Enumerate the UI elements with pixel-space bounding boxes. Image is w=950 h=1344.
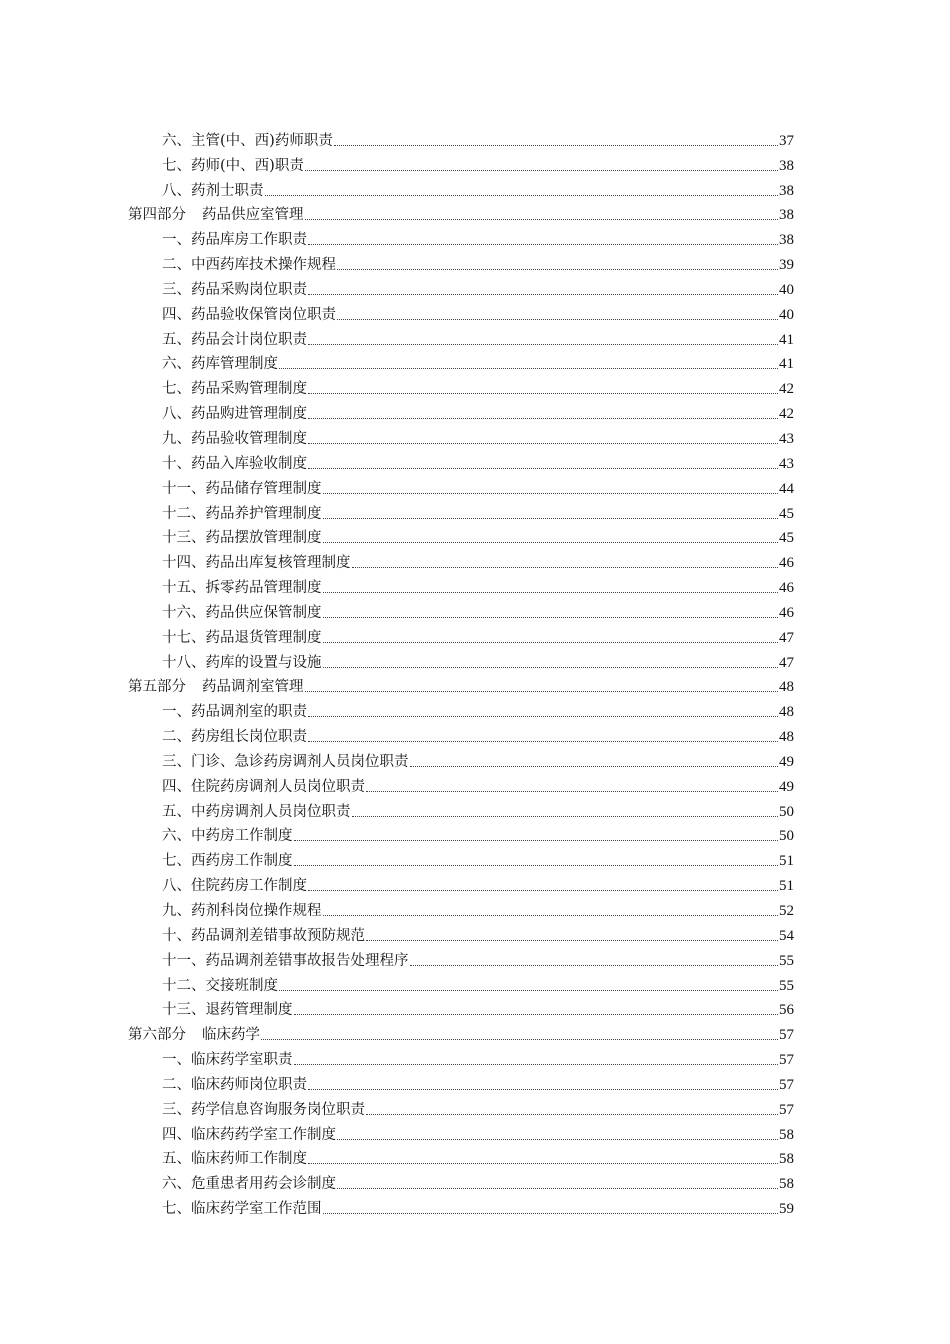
toc-entry[interactable]	[128, 225, 794, 250]
dot-leader	[308, 243, 778, 245]
toc-entry-title: 三、药学信息咨询服务岗位职责	[162, 1101, 365, 1118]
toc-entry[interactable]	[128, 449, 794, 474]
toc-part-heading[interactable]	[128, 1020, 794, 1045]
toc-entry-title: 八、住院药房工作制度	[162, 878, 307, 895]
toc-page-number: 41	[779, 356, 794, 373]
toc-page-number: 45	[779, 505, 794, 522]
toc-page-number: 55	[779, 952, 794, 969]
dot-leader	[305, 690, 779, 692]
toc-entry-title: 十、药品调剂差错事故预防规范	[162, 927, 365, 944]
toc-entry[interactable]	[128, 1169, 794, 1194]
toc-entry-title: 一、药品库房工作职责	[162, 232, 307, 249]
toc-page-number: 50	[779, 828, 794, 845]
dot-leader	[294, 1013, 779, 1015]
toc-entry-title: 十四、药品出库复核管理制度	[162, 555, 351, 572]
toc-entry-title: 十、药品入库验收制度	[162, 455, 307, 472]
toc-entry-title: 六、危重患者用药会诊制度	[162, 1176, 336, 1193]
dot-leader	[308, 442, 778, 444]
toc-entry-title: 七、西药房工作制度	[162, 853, 293, 870]
toc-entry-title: 十五、拆零药品管理制度	[162, 580, 322, 597]
dot-leader	[308, 740, 778, 742]
toc-part-title: 临床药学	[202, 1027, 260, 1044]
dot-leader	[294, 1063, 779, 1065]
dot-leader	[366, 790, 778, 792]
toc-entry-title: 十二、交接班制度	[162, 977, 278, 994]
toc-page-number: 38	[779, 207, 794, 224]
toc-entry[interactable]	[128, 822, 794, 847]
dot-leader	[366, 939, 778, 941]
toc-page-number: 43	[779, 455, 794, 472]
dot-leader	[323, 616, 779, 618]
toc-entry-title: 五、药品会计岗位职责	[162, 331, 307, 348]
toc-entry-title: 十八、药库的设置与设施	[162, 654, 322, 671]
toc-entry-title: 十三、退药管理制度	[162, 1002, 293, 1019]
dot-leader	[337, 318, 778, 320]
toc-entry-title: 五、临床药师工作制度	[162, 1151, 307, 1168]
toc-entry[interactable]	[128, 126, 794, 151]
toc-entry[interactable]	[128, 772, 794, 797]
table-of-contents	[128, 126, 794, 1219]
dot-leader	[308, 293, 778, 295]
toc-entry[interactable]	[128, 722, 794, 747]
toc-entry-title: 四、药品验收保管岗位职责	[162, 306, 336, 323]
toc-entry-title: 十七、药品退货管理制度	[162, 629, 322, 646]
toc-entry[interactable]	[128, 697, 794, 722]
toc-page-number: 38	[779, 232, 794, 249]
toc-entry-title: 十一、药品调剂差错事故报告处理程序	[162, 952, 409, 969]
toc-entry-title: 九、药剂科岗位操作规程	[162, 903, 322, 919]
toc-page-number: 37	[779, 132, 794, 149]
toc-page-number: 39	[779, 257, 794, 274]
toc-entry-title: 四、住院药房调剂人员岗位职责	[162, 778, 365, 795]
toc-page-number: 38	[779, 182, 794, 199]
toc-page-number: 42	[779, 381, 794, 398]
dot-leader	[323, 666, 779, 668]
dot-leader	[323, 541, 779, 543]
dot-leader	[323, 914, 779, 916]
toc-entry[interactable]	[128, 176, 794, 201]
toc-entry-title: 一、临床药学室职责	[162, 1052, 293, 1069]
toc-entry[interactable]	[128, 474, 794, 499]
dot-leader	[308, 1162, 778, 1164]
dot-leader	[334, 144, 778, 146]
toc-entry[interactable]	[128, 996, 794, 1021]
toc-page-number: 59	[779, 1201, 794, 1218]
dot-leader	[337, 268, 778, 270]
dot-leader	[323, 591, 779, 593]
toc-entry[interactable]	[128, 797, 794, 822]
dot-leader	[305, 218, 779, 220]
toc-entry[interactable]	[128, 499, 794, 524]
toc-page-number: 57	[779, 1101, 794, 1118]
toc-page-number: 50	[779, 803, 794, 820]
toc-part-label: 第四部分	[128, 207, 186, 224]
toc-entry-title: 七、药师(中、西)职责	[162, 157, 304, 174]
toc-entry[interactable]	[128, 896, 794, 921]
toc-entry[interactable]	[128, 623, 794, 648]
toc-entry[interactable]	[128, 971, 794, 996]
toc-part-title: 药品调剂室管理	[202, 679, 304, 696]
toc-page-number: 57	[779, 1027, 794, 1044]
toc-entry[interactable]	[128, 325, 794, 350]
toc-entry-title	[128, 677, 304, 697]
toc-entry-title: 六、药库管理制度	[162, 356, 278, 373]
toc-page-number: 52	[779, 903, 794, 919]
toc-entry[interactable]	[128, 1095, 794, 1120]
dot-leader	[279, 367, 778, 369]
toc-entry-title: 九、药品验收管理制度	[162, 430, 307, 447]
toc-page-number: 57	[779, 1076, 794, 1093]
toc-entry-title: 十二、药品养护管理制度	[162, 505, 322, 522]
toc-entry[interactable]	[128, 846, 794, 871]
toc-page-number: 49	[779, 753, 794, 770]
dot-leader	[337, 1187, 778, 1189]
toc-entry[interactable]	[128, 747, 794, 772]
toc-page-number: 49	[779, 778, 794, 795]
dot-leader	[279, 989, 778, 991]
toc-entry-title: 三、门诊、急诊药房调剂人员岗位职责	[162, 753, 409, 770]
toc-entry-title: 二、临床药师岗位职责	[162, 1076, 307, 1093]
toc-page-number: 48	[779, 704, 794, 721]
dot-leader	[308, 715, 778, 717]
toc-page-number: 43	[779, 430, 794, 447]
toc-page-number: 47	[779, 629, 794, 646]
dot-leader	[323, 641, 779, 643]
toc-entry[interactable]	[128, 374, 794, 399]
toc-entry-title: 四、临床药药学室工作制度	[162, 1126, 336, 1143]
toc-entry-title: 一、药品调剂室的职责	[162, 704, 307, 721]
toc-entry[interactable]	[128, 1045, 794, 1070]
toc-entry-title: 二、药房组长岗位职责	[162, 729, 307, 746]
toc-page-number: 55	[779, 977, 794, 994]
dot-leader	[308, 467, 778, 469]
toc-page-number: 54	[779, 927, 794, 944]
toc-page-number: 47	[779, 654, 794, 671]
toc-entry-title: 八、药品购进管理制度	[162, 406, 307, 423]
dot-leader	[352, 566, 779, 568]
dot-leader	[294, 864, 779, 866]
toc-page-number: 44	[779, 480, 794, 497]
dot-leader	[410, 964, 779, 966]
toc-page-number: 57	[779, 1052, 794, 1069]
dot-leader	[366, 1113, 778, 1115]
toc-page-number: 45	[779, 530, 794, 547]
toc-entry-title: 七、药品采购管理制度	[162, 381, 307, 398]
dot-leader	[352, 815, 779, 817]
toc-page-number: 51	[779, 878, 794, 895]
toc-entry-title: 八、药剂士职责	[162, 182, 264, 199]
toc-entry-title: 十一、药品储存管理制度	[162, 480, 322, 497]
dot-leader	[308, 889, 778, 891]
dot-leader	[308, 1088, 778, 1090]
toc-entry[interactable]	[128, 1070, 794, 1095]
dot-leader	[265, 194, 779, 196]
toc-entry[interactable]	[128, 1194, 794, 1219]
toc-entry-title: 十三、药品摆放管理制度	[162, 530, 322, 547]
toc-page-number: 46	[779, 580, 794, 597]
toc-page-number: 40	[779, 306, 794, 323]
toc-entry[interactable]	[128, 921, 794, 946]
toc-entry[interactable]	[128, 871, 794, 896]
toc-entry[interactable]	[128, 399, 794, 424]
toc-entry-title	[128, 1025, 260, 1045]
toc-entry[interactable]	[128, 1120, 794, 1145]
dot-leader	[323, 517, 779, 519]
toc-page-number: 51	[779, 853, 794, 870]
toc-entry[interactable]	[128, 250, 794, 275]
toc-page-number: 41	[779, 331, 794, 348]
toc-entry[interactable]	[128, 350, 794, 375]
toc-entry-title: 二、中西药库技术操作规程	[162, 257, 336, 274]
toc-entry-title: 三、药品采购岗位职责	[162, 281, 307, 298]
toc-entry[interactable]	[128, 946, 794, 971]
toc-page-number: 48	[779, 679, 794, 696]
toc-entry-title: 六、主管(中、西)药师职责	[162, 132, 333, 149]
toc-page-number: 40	[779, 281, 794, 298]
toc-entry[interactable]	[128, 573, 794, 598]
toc-entry[interactable]	[128, 548, 794, 573]
toc-page-number: 42	[779, 406, 794, 423]
toc-page-number: 58	[779, 1176, 794, 1193]
dot-leader	[305, 169, 778, 171]
toc-page-number: 58	[779, 1126, 794, 1143]
toc-part-heading[interactable]	[128, 201, 794, 226]
toc-entry[interactable]	[128, 1145, 794, 1170]
toc-entry[interactable]	[128, 151, 794, 176]
toc-part-label: 第五部分	[128, 679, 186, 696]
toc-entry-title: 十六、药品供应保管制度	[162, 604, 322, 621]
toc-part-title: 药品供应室管理	[202, 207, 304, 224]
dot-leader	[337, 1138, 778, 1140]
toc-part-heading[interactable]	[128, 673, 794, 698]
dot-leader	[323, 492, 779, 494]
dot-leader	[261, 1038, 778, 1040]
toc-entry[interactable]	[128, 424, 794, 449]
toc-entry[interactable]	[128, 524, 794, 549]
toc-page-number: 38	[779, 157, 794, 174]
toc-entry-title: 六、中药房工作制度	[162, 828, 293, 845]
toc-page-number: 46	[779, 555, 794, 572]
dot-leader	[323, 1212, 779, 1214]
toc-page-number: 58	[779, 1151, 794, 1168]
toc-entry-title: 七、临床药学室工作范围	[162, 1201, 322, 1218]
toc-entry[interactable]	[128, 598, 794, 623]
dot-leader	[294, 839, 779, 841]
toc-page-number: 48	[779, 729, 794, 746]
dot-leader	[410, 765, 779, 767]
toc-entry[interactable]	[128, 300, 794, 325]
toc-page-number: 46	[779, 604, 794, 621]
toc-part-label: 第六部分	[128, 1027, 186, 1044]
toc-entry[interactable]	[128, 275, 794, 300]
toc-entry[interactable]	[128, 648, 794, 673]
toc-page-number: 56	[779, 1002, 794, 1019]
dot-leader	[308, 343, 778, 345]
dot-leader	[308, 417, 778, 419]
dot-leader	[308, 392, 778, 394]
toc-entry-title	[128, 205, 304, 225]
toc-entry-title: 五、中药房调剂人员岗位职责	[162, 803, 351, 820]
